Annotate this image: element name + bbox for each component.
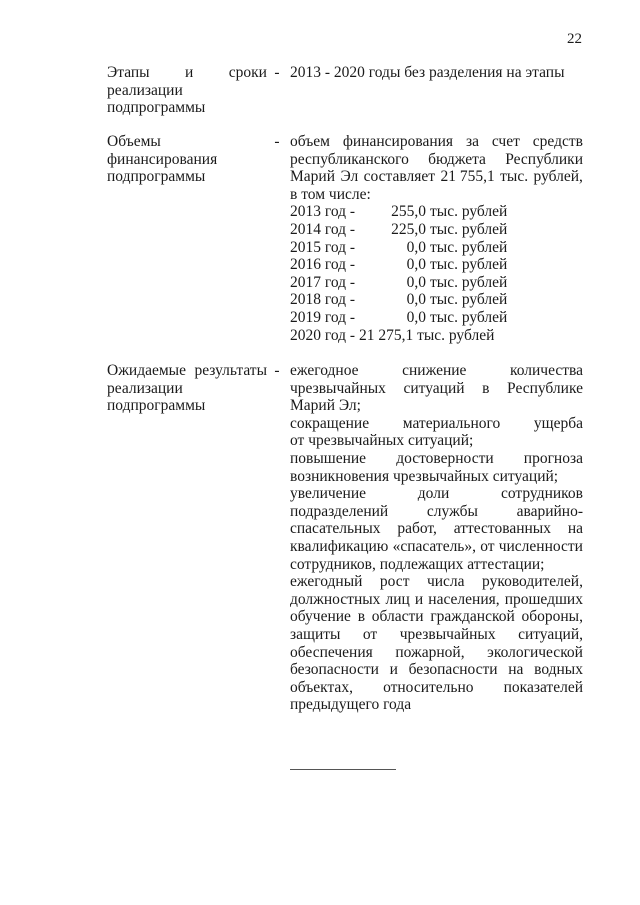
text-line — [290, 168, 583, 186]
word: подпрограммы — [107, 397, 206, 415]
word: и — [185, 64, 194, 81]
financing-total: 2020 год - 21 275,1 тыс. рублей — [290, 326, 495, 344]
text-line — [107, 168, 267, 186]
word: водных — [534, 661, 583, 679]
text-stages — [290, 64, 583, 82]
word: относительно — [383, 678, 474, 696]
word: возникновения чрезвычайных ситуаций; — [290, 467, 559, 485]
word: республиканского — [290, 150, 409, 168]
word: ситуаций, — [518, 625, 583, 643]
word: реализации — [107, 379, 183, 397]
word: аттестованных — [453, 520, 551, 538]
text-line — [107, 397, 267, 415]
word: снижение — [402, 362, 467, 379]
label-stages — [107, 64, 267, 117]
dash-stages: - — [274, 64, 280, 81]
text-line — [107, 151, 267, 169]
page-number: 22 — [567, 31, 582, 47]
text-line — [290, 362, 583, 380]
financing-year: 2014 год - — [290, 220, 356, 238]
text-line — [290, 573, 583, 591]
word: Марий Эл; — [290, 397, 361, 415]
word: обеспечения — [290, 643, 373, 661]
word: ежегодное — [290, 362, 359, 379]
label-financing — [107, 133, 267, 186]
word: за — [465, 133, 479, 150]
financing-row — [290, 274, 583, 292]
word: на — [567, 520, 583, 538]
word: Республике — [507, 379, 583, 397]
financing-row — [290, 291, 583, 309]
word: Этапы — [107, 64, 150, 81]
word: предыдущего года — [290, 696, 412, 714]
footnote-rule — [290, 769, 396, 770]
financing-value: 225,0 — [391, 220, 426, 238]
financing-row — [290, 203, 583, 221]
word: численности — [498, 537, 583, 555]
word: ущерба — [533, 414, 583, 432]
text-line — [107, 64, 267, 82]
financing-year: 2013 год - — [290, 203, 356, 221]
text-line — [107, 99, 267, 117]
word: бюджета — [428, 150, 486, 168]
word: составляет — [363, 168, 436, 186]
word: реализации — [107, 81, 183, 99]
financing-value: 0,0 — [406, 238, 426, 256]
word: чрезвычайных — [399, 625, 496, 643]
word: подразделений — [290, 502, 389, 520]
word: доли — [417, 485, 450, 503]
word: объем — [290, 133, 330, 150]
word: 21 755,1 — [440, 168, 495, 186]
text-line — [290, 644, 583, 662]
word: Ожидаемые — [107, 362, 186, 379]
word: службы — [426, 502, 478, 520]
text-line — [290, 591, 583, 609]
word: населения, — [428, 590, 500, 608]
word: финансирования — [107, 150, 218, 168]
word: защиты — [290, 625, 341, 643]
word: руководителей, — [482, 573, 583, 591]
word: сроки — [228, 64, 267, 81]
financing-row — [290, 221, 583, 239]
financing-value: 0,0 — [406, 273, 426, 291]
word: гражданской — [430, 608, 515, 626]
financing-table — [290, 203, 583, 326]
text-line — [290, 538, 583, 556]
word: в — [357, 608, 366, 626]
financing-year: 2018 год - — [290, 291, 356, 309]
word: области — [371, 608, 424, 626]
text-line — [107, 82, 267, 100]
text-line — [290, 556, 583, 574]
word: сотрудников — [500, 485, 583, 503]
word: пожарной, — [395, 643, 465, 661]
word: сотрудников, подлежащих аттестации; — [290, 555, 545, 573]
text-line — [290, 679, 583, 697]
word: аварийно- — [516, 502, 583, 520]
text-line — [290, 186, 583, 204]
word: финансирования — [342, 133, 454, 150]
word: спасательных — [290, 520, 381, 538]
financing-unit: тыс. рублей — [430, 220, 508, 238]
word: лиц — [385, 590, 410, 608]
word: прошедших — [504, 590, 583, 608]
word: работ, — [397, 520, 437, 538]
financing-row — [290, 309, 583, 327]
financing-value: 0,0 — [406, 291, 426, 309]
text-line — [107, 380, 267, 398]
text-line — [290, 397, 583, 415]
text-line — [290, 661, 583, 679]
financing-value: 255,0 — [391, 203, 426, 221]
word: обучение — [290, 608, 351, 626]
word: достоверности — [396, 449, 494, 467]
text-line — [290, 520, 583, 538]
financing-unit: тыс. рублей — [430, 238, 508, 256]
word: безопасности — [290, 661, 379, 679]
word: Эл — [340, 168, 359, 186]
text-line — [107, 133, 267, 151]
word: материального — [402, 414, 501, 432]
word: рублей, — [533, 168, 583, 186]
text-line — [290, 432, 583, 450]
word: в том числе: — [290, 185, 371, 203]
financing-row — [290, 239, 583, 257]
word: Республики — [505, 150, 583, 168]
text-line — [290, 696, 583, 714]
word: и — [414, 590, 424, 608]
word: Марий — [290, 168, 336, 186]
text-line — [107, 362, 267, 380]
text-line — [290, 133, 583, 151]
text-line — [290, 608, 583, 626]
financing-year: 2019 год - — [290, 308, 356, 326]
word: числа — [426, 573, 465, 591]
text-line — [290, 485, 583, 503]
word: счет — [491, 133, 520, 150]
word: подпрограммы — [107, 168, 206, 186]
text-line — [290, 415, 583, 433]
word: прогноза — [523, 449, 583, 467]
word: чрезвычайных — [290, 379, 386, 397]
dash-results: - — [274, 362, 280, 379]
text-line — [290, 468, 583, 486]
word: ситуаций — [403, 379, 465, 397]
word: в — [482, 379, 490, 397]
word: повышение — [290, 449, 367, 467]
word: обороны, — [521, 608, 583, 626]
word: от чрезвычайных ситуаций; — [290, 432, 474, 450]
word: безопасности — [408, 661, 498, 679]
financing-unit: тыс. рублей — [430, 291, 508, 309]
text-line — [290, 64, 583, 82]
word: увеличение — [290, 485, 367, 503]
word: от — [362, 625, 378, 643]
word: тыс. — [500, 168, 529, 186]
financing-year: 2016 год - — [290, 256, 356, 274]
text-line — [290, 626, 583, 644]
word: должностных — [290, 590, 381, 608]
financing-value: 0,0 — [406, 256, 426, 274]
word: квалификацию — [290, 537, 389, 555]
word: Объемы — [107, 133, 161, 150]
text-line — [290, 380, 583, 398]
word: сокращение — [290, 414, 370, 432]
text-financing — [290, 133, 583, 344]
label-results — [107, 362, 267, 415]
financing-row — [290, 256, 583, 274]
word: показателей — [503, 678, 583, 696]
financing-unit: тыс. рублей — [430, 256, 508, 274]
word: от — [480, 537, 495, 555]
text-results — [290, 362, 583, 714]
word: средств — [532, 133, 583, 150]
word: и — [389, 661, 398, 679]
word: подпрограммы — [107, 99, 206, 117]
text-line — [290, 450, 583, 468]
word: «спасатель», — [392, 537, 476, 555]
word: объектах, — [290, 678, 353, 696]
word: рост — [379, 573, 410, 591]
word: на — [508, 661, 524, 679]
financing-unit: тыс. рублей — [430, 203, 508, 221]
financing-unit: тыс. рублей — [430, 273, 508, 291]
financing-year: 2015 год - — [290, 238, 356, 256]
word: экологической — [487, 643, 583, 661]
word: количества — [509, 362, 583, 379]
dash-financing: - — [274, 133, 280, 150]
text-line — [290, 503, 583, 521]
financing-unit: тыс. рублей — [430, 308, 508, 326]
text-line — [290, 151, 583, 169]
word: результаты — [194, 362, 267, 379]
financing-year: 2017 год - — [290, 273, 356, 291]
financing-value: 0,0 — [406, 308, 426, 326]
word: 2013 - 2020 годы без разделения на этапы — [290, 64, 565, 81]
word: ежегодный — [290, 573, 363, 591]
